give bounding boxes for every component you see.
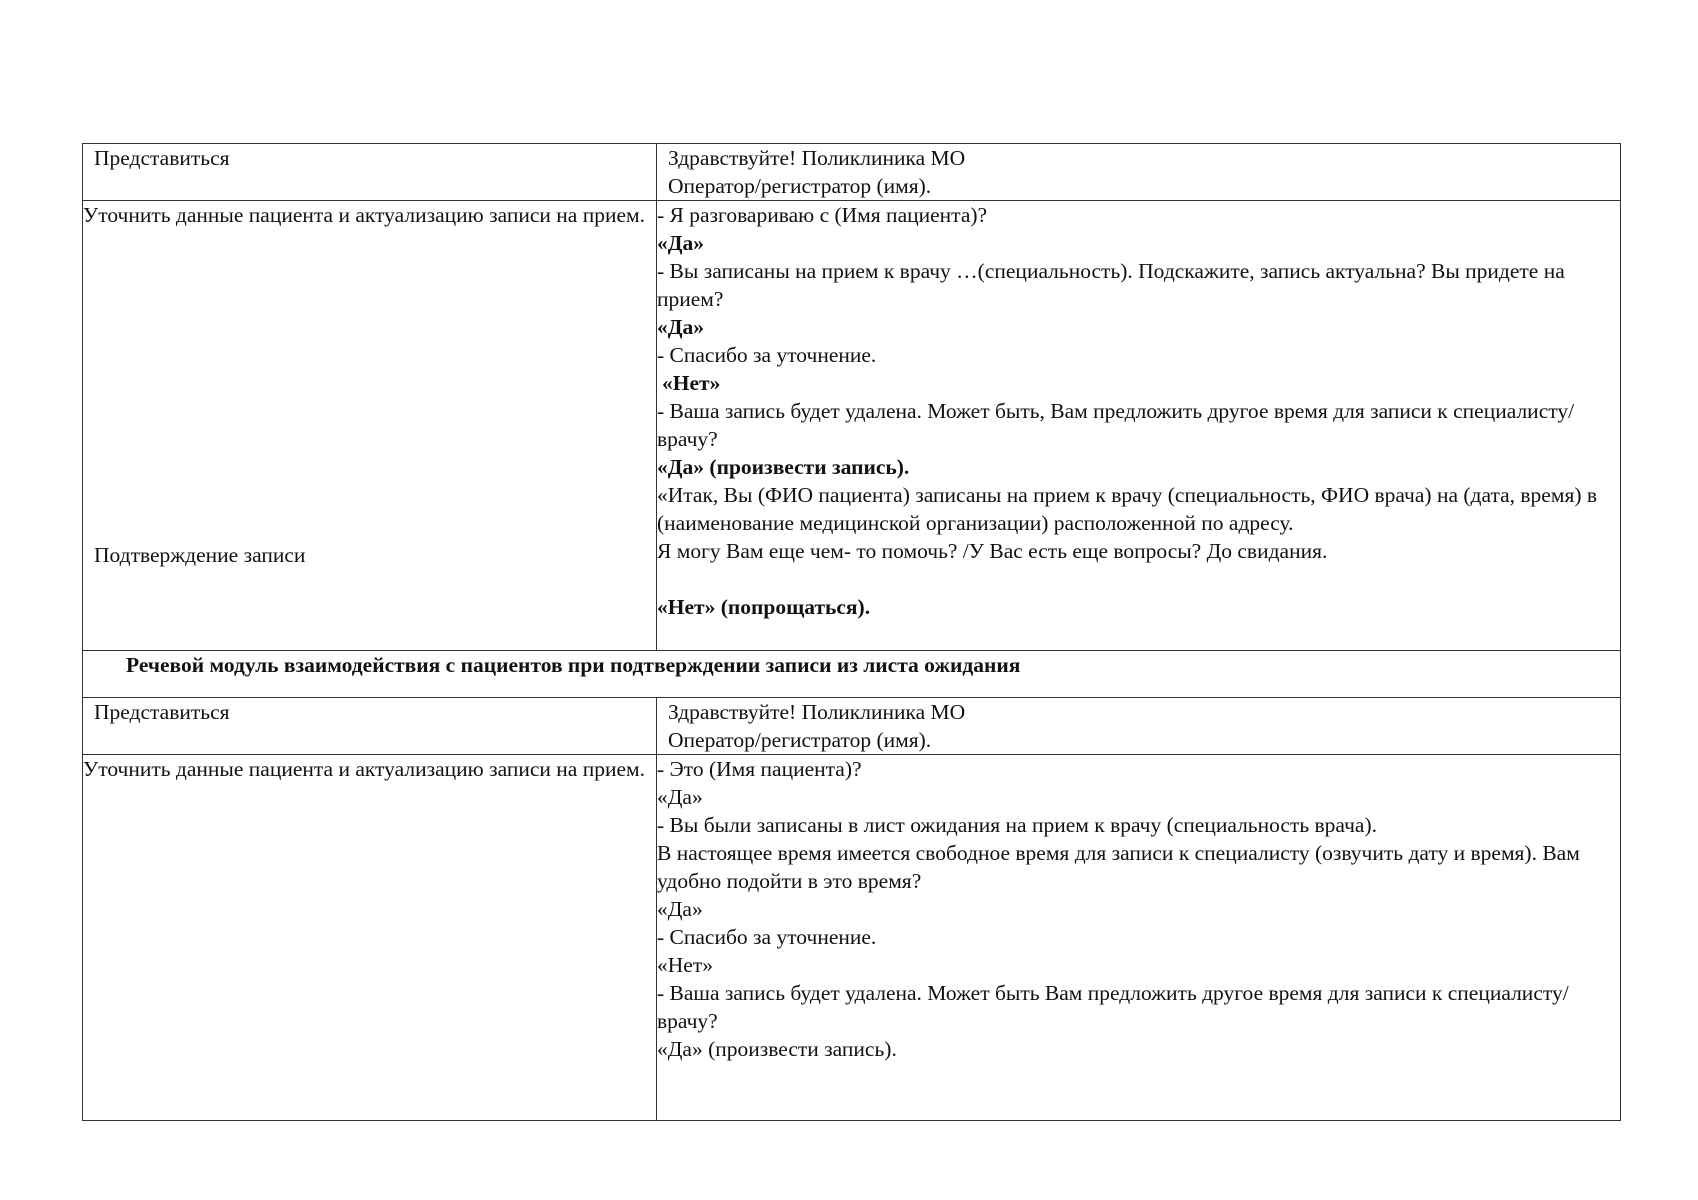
- script-line: - Ваша запись будет удалена. Может быть Вам предложить другое время для записи к специалисту/врачу?: [657, 981, 1569, 1033]
- script-line: Я могу Вам еще чем- то помочь? /У Вас есть еще вопросы? До свидания.: [657, 539, 1328, 563]
- step-label: Представиться: [94, 700, 230, 724]
- script-answer: «Нет» (попрощаться).: [657, 595, 871, 619]
- step-label: Уточнить данные пациента и актуализацию записи на прием.: [83, 757, 645, 781]
- script-line: - Ваша запись будет удалена. Может быть, Вам предложить другое время для записи к специалисту/врачу?: [657, 399, 1575, 451]
- script-line: - Я разговариваю с (Имя пациента)?: [657, 203, 988, 227]
- script-line: Оператор/регистратор (имя).: [668, 728, 932, 752]
- confirm-step-label: Подтверждение записи: [94, 543, 306, 567]
- script-line: Оператор/регистратор (имя).: [668, 174, 932, 198]
- section-cell: [83, 651, 1621, 698]
- script-line: - Это (Имя пациента)?: [657, 757, 862, 781]
- script-line: В настоящее время имеется свободное время для записи к специалисту (озвучить дату и время). Вам удобно подойти в это время?: [657, 841, 1580, 893]
- script-line: Здравствуйте! Поликлиника МО: [668, 700, 966, 724]
- script-line: - Спасибо за уточнение.: [657, 925, 877, 949]
- step-cell: [83, 144, 657, 201]
- table-row: [83, 755, 1621, 1121]
- step-cell: [83, 755, 657, 1121]
- script-answer: «Да»: [657, 897, 703, 921]
- script-line: Здравствуйте! Поликлиника МО: [668, 146, 966, 170]
- script-line: «Итак, Вы (ФИО пациента) записаны на прием к врачу (специальность, ФИО врача) на (дата, время) в (наименование медицинской организации) расположенной по адресу.: [657, 483, 1598, 535]
- table-row: [83, 144, 1621, 201]
- script-line: - Вы записаны на прием к врачу …(специальность). Подскажите, запись актуальна? Вы придете на прием?: [657, 259, 1565, 311]
- script-line: - Вы были записаны в лист ожидания на прием к врачу (специальность врача).: [657, 813, 1377, 837]
- script-cell: [657, 144, 1621, 201]
- script-answer: «Нет»: [657, 953, 713, 977]
- section-row: [83, 651, 1621, 698]
- step-cell: [83, 698, 657, 755]
- script-answer: «Да»: [657, 315, 705, 339]
- table-row: [83, 201, 1621, 651]
- script-answer: «Да» (произвести запись).: [657, 455, 910, 479]
- step-label: Представиться: [94, 146, 230, 170]
- script-table: [82, 143, 1621, 1121]
- script-cell: [657, 201, 1621, 651]
- script-answer: «Да»: [657, 231, 705, 255]
- script-spacer: [657, 565, 1620, 593]
- script-cell: [657, 698, 1621, 755]
- table-row: [83, 698, 1621, 755]
- step-label: Уточнить данные пациента и актуализацию записи на прием.: [83, 203, 645, 227]
- step-cell: [83, 201, 657, 651]
- script-answer: «Да»: [657, 785, 703, 809]
- script-line: - Спасибо за уточнение.: [657, 343, 877, 367]
- script-cell: [657, 755, 1621, 1121]
- section-title: Речевой модуль взаимодействия с пациентов при подтверждении записи из листа ожидания: [126, 653, 1021, 677]
- script-answer: «Нет»: [662, 371, 721, 395]
- script-answer: «Да» (произвести запись).: [657, 1037, 897, 1061]
